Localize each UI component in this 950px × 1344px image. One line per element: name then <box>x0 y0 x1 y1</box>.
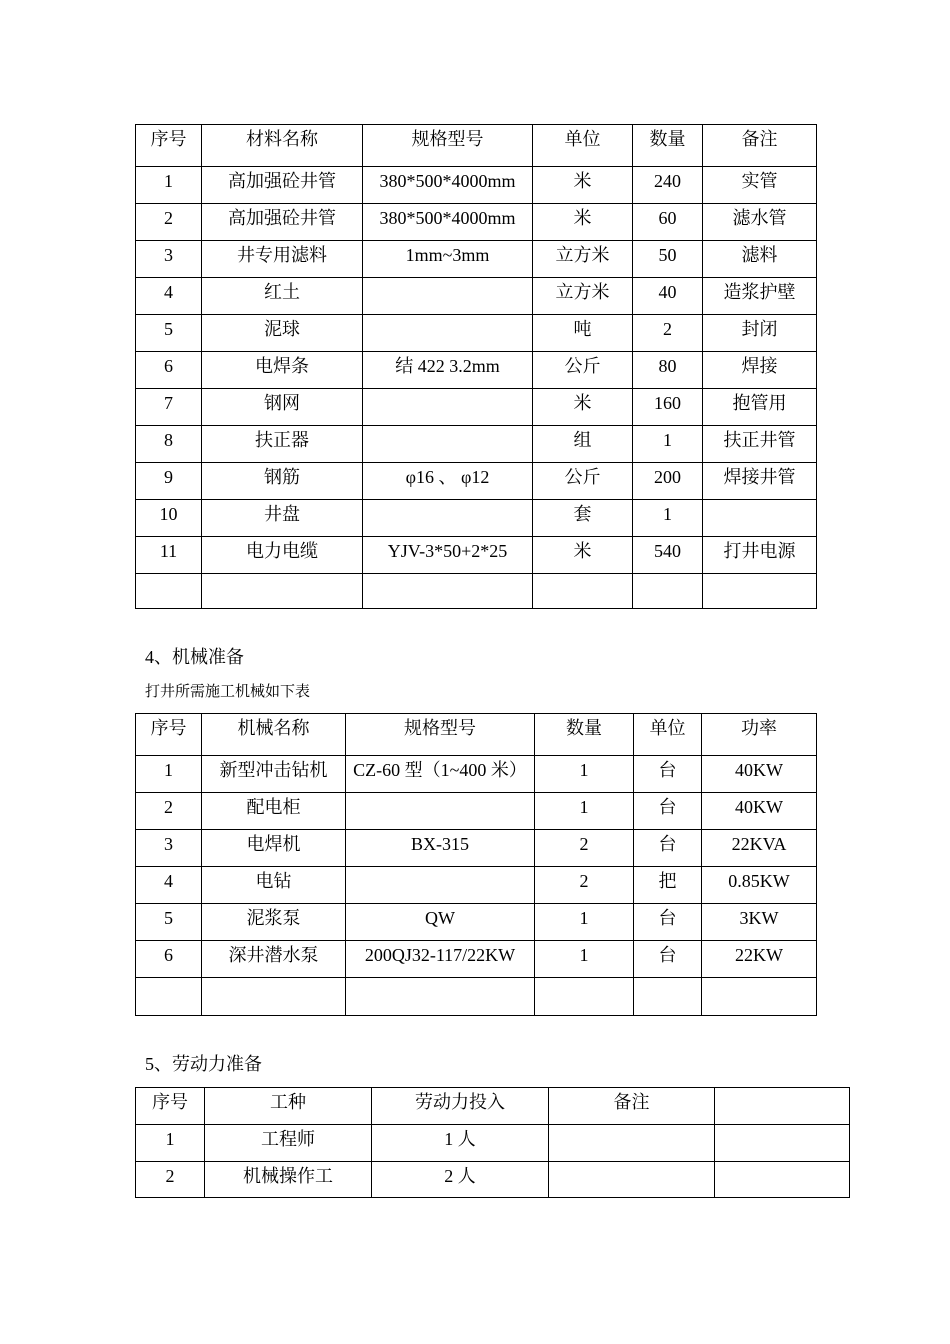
table-row <box>136 1162 850 1198</box>
table-cell: 滤料 <box>703 241 817 278</box>
table-row <box>136 315 817 352</box>
table-cell <box>136 978 202 1016</box>
table-cell <box>715 1162 850 1198</box>
table-cell: 配电柜 <box>202 793 346 830</box>
table-cell: 2 <box>535 867 634 904</box>
table-cell: 10 <box>136 500 202 537</box>
table-cell <box>202 574 363 609</box>
table-cell: 60 <box>633 204 703 241</box>
table-cell <box>535 978 634 1016</box>
table-cell: YJV-3*50+2*25 <box>363 537 533 574</box>
table-cell: 米 <box>533 167 633 204</box>
table-cell <box>363 315 533 352</box>
table-cell: 40 <box>633 278 703 315</box>
table-cell: 200QJ32-117/22KW <box>346 941 535 978</box>
table-row <box>136 278 817 315</box>
table-row <box>136 426 817 463</box>
table-cell: 米 <box>533 537 633 574</box>
table-row <box>136 867 817 904</box>
table-cell: 1 <box>535 756 634 793</box>
header-cell: 备注 <box>703 125 817 167</box>
header-cell: 材料名称 <box>202 125 363 167</box>
table-cell <box>202 978 346 1016</box>
header-cell: 序号 <box>136 125 202 167</box>
table-cell: 公斤 <box>533 463 633 500</box>
table-cell: 2 <box>633 315 703 352</box>
header-cell: 序号 <box>136 714 202 756</box>
table-cell: 22KVA <box>702 830 817 867</box>
table-row <box>136 352 817 389</box>
table-cell: QW <box>346 904 535 941</box>
table-cell: 1 人 <box>372 1125 549 1162</box>
table-cell: 5 <box>136 315 202 352</box>
table-cell: 打井电源 <box>703 537 817 574</box>
table-row <box>136 904 817 941</box>
table-cell: 封闭 <box>703 315 817 352</box>
table-cell: 6 <box>136 352 202 389</box>
table-cell: 电焊条 <box>202 352 363 389</box>
table-cell: 造浆护壁 <box>703 278 817 315</box>
header-cell: 数量 <box>633 125 703 167</box>
table-cell <box>703 574 817 609</box>
table-cell: 立方米 <box>533 278 633 315</box>
table-cell: 380*500*4000mm <box>363 204 533 241</box>
table-cell: 电力电缆 <box>202 537 363 574</box>
table-cell: 40KW <box>702 756 817 793</box>
table-cell: 新型冲击钻机 <box>202 756 346 793</box>
table-cell: 井盘 <box>202 500 363 537</box>
table-cell: 1mm~3mm <box>363 241 533 278</box>
table-cell <box>136 574 202 609</box>
table-row <box>136 941 817 978</box>
table-cell: 80 <box>633 352 703 389</box>
table-cell: 高加强砼井管 <box>202 167 363 204</box>
table-row <box>136 389 817 426</box>
header-cell: 规格型号 <box>346 714 535 756</box>
table-cell: 抱管用 <box>703 389 817 426</box>
table-cell: 11 <box>136 537 202 574</box>
header-cell: 劳动力投入 <box>372 1088 549 1125</box>
table-cell: 1 <box>535 904 634 941</box>
table-cell: 泥球 <box>202 315 363 352</box>
table-row <box>136 830 817 867</box>
table-cell: 焊接井管 <box>703 463 817 500</box>
table-cell: 2 <box>136 1162 205 1198</box>
table-cell: 滤水管 <box>703 204 817 241</box>
table-row <box>136 1125 850 1162</box>
table-cell: 机械操作工 <box>205 1162 372 1198</box>
header-cell <box>715 1088 850 1125</box>
table-cell: 3 <box>136 830 202 867</box>
table-cell: 2 <box>136 204 202 241</box>
table-cell: 1 <box>136 1125 205 1162</box>
table-cell <box>549 1162 715 1198</box>
table-row <box>136 463 817 500</box>
section-5-heading: 5、劳动力准备 <box>145 1054 262 1074</box>
table-cell <box>363 500 533 537</box>
table-cell <box>363 278 533 315</box>
table-cell: 实管 <box>703 167 817 204</box>
table-cell: 红土 <box>202 278 363 315</box>
table-cell: 2 <box>535 830 634 867</box>
table-cell: 540 <box>633 537 703 574</box>
table-cell: 22KW <box>702 941 817 978</box>
table-cell <box>703 500 817 537</box>
table-cell: 扶正井管 <box>703 426 817 463</box>
table-cell <box>346 867 535 904</box>
table-cell: 2 <box>136 793 202 830</box>
labor-table <box>135 1087 850 1198</box>
table-row <box>136 978 817 1016</box>
table-cell: 高加强砼井管 <box>202 204 363 241</box>
header-cell: 单位 <box>533 125 633 167</box>
table-cell: 台 <box>634 941 702 978</box>
table-cell <box>715 1125 850 1162</box>
table-cell: 1 <box>136 756 202 793</box>
table-cell: 1 <box>535 941 634 978</box>
table-cell: 米 <box>533 204 633 241</box>
table-cell: 3 <box>136 241 202 278</box>
table-cell: 40KW <box>702 793 817 830</box>
table-cell: 1 <box>535 793 634 830</box>
machinery-table <box>135 713 817 1016</box>
materials-table <box>135 124 817 609</box>
table-cell: 1 <box>136 167 202 204</box>
table-row <box>136 537 817 574</box>
table-cell: 200 <box>633 463 703 500</box>
table-row <box>136 204 817 241</box>
table-cell: 井专用滤料 <box>202 241 363 278</box>
table-cell: 米 <box>533 389 633 426</box>
table-cell <box>346 793 535 830</box>
table-row <box>136 241 817 278</box>
header-cell: 单位 <box>634 714 702 756</box>
section-4-heading: 4、机械准备 <box>145 647 244 667</box>
table-row <box>136 167 817 204</box>
table-cell <box>533 574 633 609</box>
table-row <box>136 574 817 609</box>
table-cell <box>549 1125 715 1162</box>
table-cell: φ16 、 φ12 <box>363 463 533 500</box>
table-cell: 2 人 <box>372 1162 549 1198</box>
section-4-subtitle: 打井所需施工机械如下表 <box>145 684 311 700</box>
table-cell: 钢网 <box>202 389 363 426</box>
table-row <box>136 756 817 793</box>
table-header-row <box>136 714 817 756</box>
table-cell: 工程师 <box>205 1125 372 1162</box>
table-cell <box>702 978 817 1016</box>
table-cell: 电焊机 <box>202 830 346 867</box>
table-cell: 5 <box>136 904 202 941</box>
table-cell: 吨 <box>533 315 633 352</box>
table-cell: 把 <box>634 867 702 904</box>
header-cell: 备注 <box>549 1088 715 1125</box>
header-cell: 序号 <box>136 1088 205 1125</box>
table-cell <box>363 426 533 463</box>
table-cell: 台 <box>634 904 702 941</box>
table-cell: 6 <box>136 941 202 978</box>
table-cell <box>363 389 533 426</box>
header-cell: 规格型号 <box>363 125 533 167</box>
table-cell: 结 422 3.2mm <box>363 352 533 389</box>
table-row <box>136 500 817 537</box>
table-cell: 扶正器 <box>202 426 363 463</box>
table-header-row <box>136 125 817 167</box>
table-cell: 9 <box>136 463 202 500</box>
table-cell: 套 <box>533 500 633 537</box>
table-cell: 1 <box>633 426 703 463</box>
table-cell: 8 <box>136 426 202 463</box>
header-cell: 机械名称 <box>202 714 346 756</box>
table-cell: 50 <box>633 241 703 278</box>
table-cell: 1 <box>633 500 703 537</box>
table-cell: 焊接 <box>703 352 817 389</box>
table-cell <box>363 574 533 609</box>
table-cell: 钢筋 <box>202 463 363 500</box>
table-cell: 7 <box>136 389 202 426</box>
table-cell: 380*500*4000mm <box>363 167 533 204</box>
table-row <box>136 793 817 830</box>
table-cell: 立方米 <box>533 241 633 278</box>
table-cell: 4 <box>136 867 202 904</box>
table-cell: 160 <box>633 389 703 426</box>
header-cell: 工种 <box>205 1088 372 1125</box>
table-cell: 240 <box>633 167 703 204</box>
header-cell: 功率 <box>702 714 817 756</box>
table-cell <box>633 574 703 609</box>
table-cell: CZ-60 型（1~400 米） <box>346 756 535 793</box>
table-cell: 4 <box>136 278 202 315</box>
table-cell: 台 <box>634 793 702 830</box>
table-cell <box>634 978 702 1016</box>
table-cell: 0.85KW <box>702 867 817 904</box>
table-cell: BX-315 <box>346 830 535 867</box>
table-cell: 组 <box>533 426 633 463</box>
table-cell: 公斤 <box>533 352 633 389</box>
header-cell: 数量 <box>535 714 634 756</box>
table-cell: 电钻 <box>202 867 346 904</box>
table-cell: 3KW <box>702 904 817 941</box>
table-header-row <box>136 1088 850 1125</box>
table-cell <box>346 978 535 1016</box>
table-cell: 台 <box>634 830 702 867</box>
table-cell: 泥浆泵 <box>202 904 346 941</box>
table-cell: 台 <box>634 756 702 793</box>
table-cell: 深井潜水泵 <box>202 941 346 978</box>
